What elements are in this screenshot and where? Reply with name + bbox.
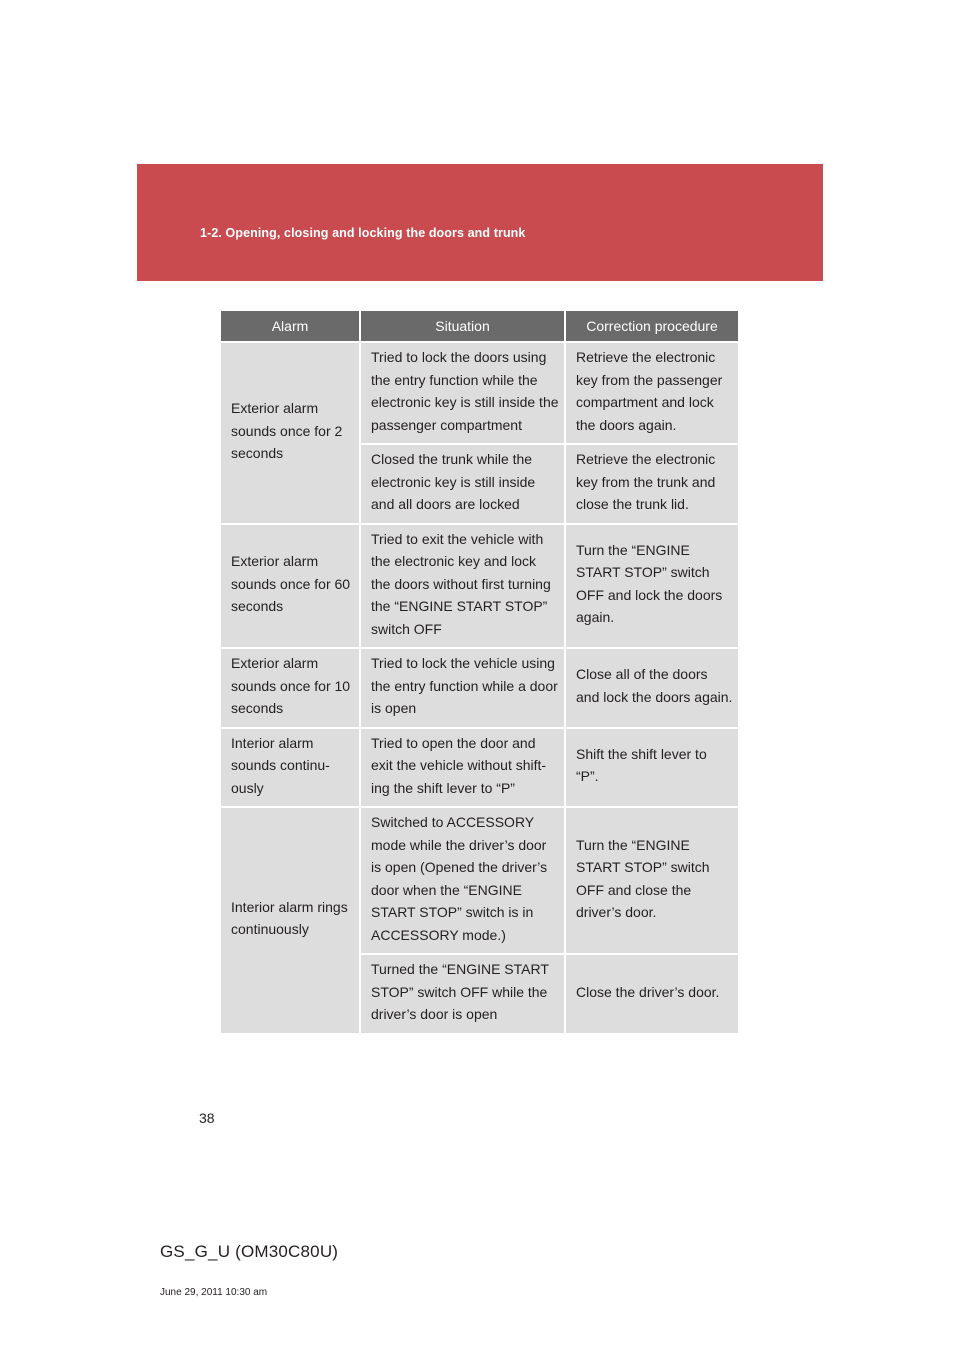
header-correction-procedure: Correction procedure bbox=[565, 311, 738, 342]
correction-cell: Turn the “ENGINE START STOP” switch OFF and lock the doors again. bbox=[565, 524, 738, 649]
header-situation: Situation bbox=[360, 311, 565, 342]
alarm-cell: Interior alarm sounds continu-ously bbox=[221, 728, 360, 808]
situation-cell: Switched to ACCESSORY mode while the driver’s door is open (Opened the driver’s door when the “ENGINE START STOP” switch is in ACCESSORY mode.) bbox=[360, 807, 565, 954]
table-row bbox=[221, 342, 738, 444]
situation-cell: Closed the trunk while the electronic key is still inside and all doors are locked bbox=[360, 444, 565, 524]
table-row bbox=[221, 728, 738, 808]
situation-cell: Tried to lock the vehicle using the entry function while a door is open bbox=[360, 648, 565, 728]
situation-cell: Tried to open the door and exit the vehicle without shift-ing the shift lever to “P” bbox=[360, 728, 565, 808]
alarm-cell: Interior alarm rings continuously bbox=[221, 807, 360, 1033]
manual-code: GS_G_U (OM30C80U) bbox=[160, 1242, 339, 1261]
correction-cell: Shift the shift lever to “P”. bbox=[565, 728, 738, 808]
situation-cell: Tried to lock the doors using the entry function while the electronic key is still inside the passenger compartment bbox=[360, 342, 565, 444]
table-row bbox=[221, 807, 738, 954]
print-date: June 29, 2011 10:30 am bbox=[160, 1287, 268, 1298]
alarm-cell: Exterior alarm sounds once for 10 seconds bbox=[221, 648, 360, 728]
correction-cell: Close all of the doors and lock the doors again. bbox=[565, 648, 738, 728]
table-row bbox=[221, 524, 738, 649]
correction-cell: Retrieve the electronic key from the trunk and close the trunk lid. bbox=[565, 444, 738, 524]
page-number: 38 bbox=[199, 1110, 215, 1126]
section-banner bbox=[137, 164, 823, 281]
situation-cell: Turned the “ENGINE START STOP” switch OFF while the driver’s door is open bbox=[360, 954, 565, 1033]
alarm-cell: Exterior alarm sounds once for 2 seconds bbox=[221, 342, 360, 524]
correction-cell: Close the driver’s door. bbox=[565, 954, 738, 1033]
correction-cell: Turn the “ENGINE START STOP” switch OFF and close the driver’s door. bbox=[565, 807, 738, 954]
alarm-table bbox=[221, 311, 738, 1033]
header-alarm: Alarm bbox=[221, 311, 360, 342]
alarm-cell: Exterior alarm sounds once for 60 seconds bbox=[221, 524, 360, 649]
correction-cell: Retrieve the electronic key from the passenger compartment and lock the doors again. bbox=[565, 342, 738, 444]
section-title: 1-2. Opening, closing and locking the doors and trunk bbox=[200, 226, 526, 240]
table-header-row bbox=[221, 311, 738, 342]
situation-cell: Tried to exit the vehicle with the electronic key and lock the doors without first turning the “ENGINE START STOP” switch OFF bbox=[360, 524, 565, 649]
table-row bbox=[221, 648, 738, 728]
